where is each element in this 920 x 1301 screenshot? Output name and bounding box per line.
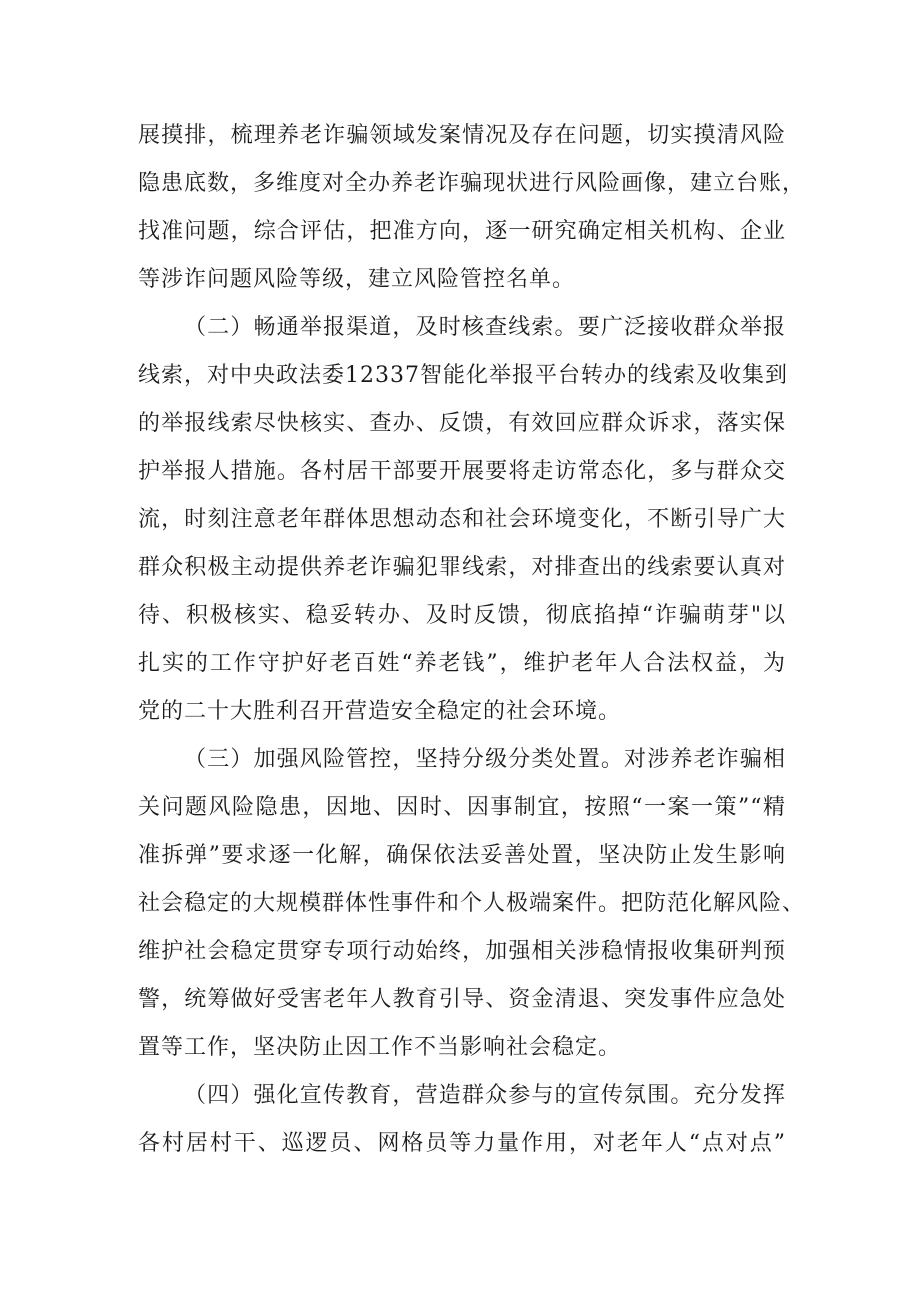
text-line: 流，时刻注意老年群体思想动态和社会环境变化，不断引导广大 bbox=[138, 507, 786, 532]
text-line: 护举报人措施。各村居干部要开展要将走访常态化，多与群众交 bbox=[138, 459, 786, 484]
text-line: 线索，对中央政法委12337智能化举报平台转办的线索及收集到 bbox=[138, 363, 788, 388]
paragraph-1 bbox=[138, 112, 806, 304]
text-line: 待、积极核实、稳妥转办、及时反馈，彻底掐掉“诈骗萌芽"以 bbox=[138, 603, 786, 628]
text-line: 关问题风险隐患，因地、因时、因事制宜，按照“一案一策”“精 bbox=[138, 795, 786, 820]
text-line: 党的二十大胜利召开营造安全稳定的社会环境。 bbox=[138, 699, 622, 724]
paragraph-4 bbox=[138, 1072, 786, 1168]
text-line: 隐患底数，多维度对全办养老诈骗现状进行风险画像，建立台账， bbox=[138, 171, 806, 196]
text-line: 展摸排，梳理养老诈骗领域发案情况及存在问题，切实摸清风险 bbox=[138, 123, 786, 148]
document-body bbox=[138, 112, 806, 1168]
text-line: 的举报线索尽快核实、查办、反馈，有效回应群众诉求，落实保 bbox=[138, 411, 786, 436]
paragraph-2 bbox=[138, 304, 786, 736]
text-line: 准拆弹”要求逐一化解，确保依法妥善处置，坚决防止发生影响 bbox=[138, 843, 786, 868]
text-line: 置等工作，坚决防止因工作不当影响社会稳定。 bbox=[138, 1035, 622, 1060]
text-line: 各村居村干、巡逻员、网格员等力量作用，对老年人“点对点” bbox=[138, 1131, 786, 1156]
text-line: 扎实的工作守护好老百姓“养老钱”，维护老年人合法权益，为 bbox=[138, 651, 786, 676]
text-line: 警，统筹做好受害老年人教育引导、资金清退、突发事件应急处 bbox=[138, 987, 786, 1012]
paragraph-3 bbox=[138, 736, 806, 1072]
text-line: 等涉诈问题风险等级，建立风险管控名单。 bbox=[138, 267, 576, 292]
text-line: （四）强化宣传教育，营造群众参与的宣传氛围。充分发挥 bbox=[184, 1083, 786, 1108]
text-line: 社会稳定的大规模群体性事件和个人极端案件。把防范化解风险、 bbox=[138, 891, 806, 916]
text-line: （三）加强风险管控，坚持分级分类处置。对涉养老诈骗相 bbox=[184, 747, 786, 772]
text-line: 维护社会稳定贯穿专项行动始终，加强相关涉稳情报收集研判预 bbox=[138, 939, 786, 964]
text-line: （二）畅通举报渠道，及时核查线索。要广泛接收群众举报 bbox=[184, 315, 786, 340]
text-line: 群众积极主动提供养老诈骗犯罪线索，对排查出的线索要认真对 bbox=[138, 555, 786, 580]
text-line: 找准问题，综合评估，把准方向，逐一研究确定相关机构、企业 bbox=[138, 219, 786, 244]
